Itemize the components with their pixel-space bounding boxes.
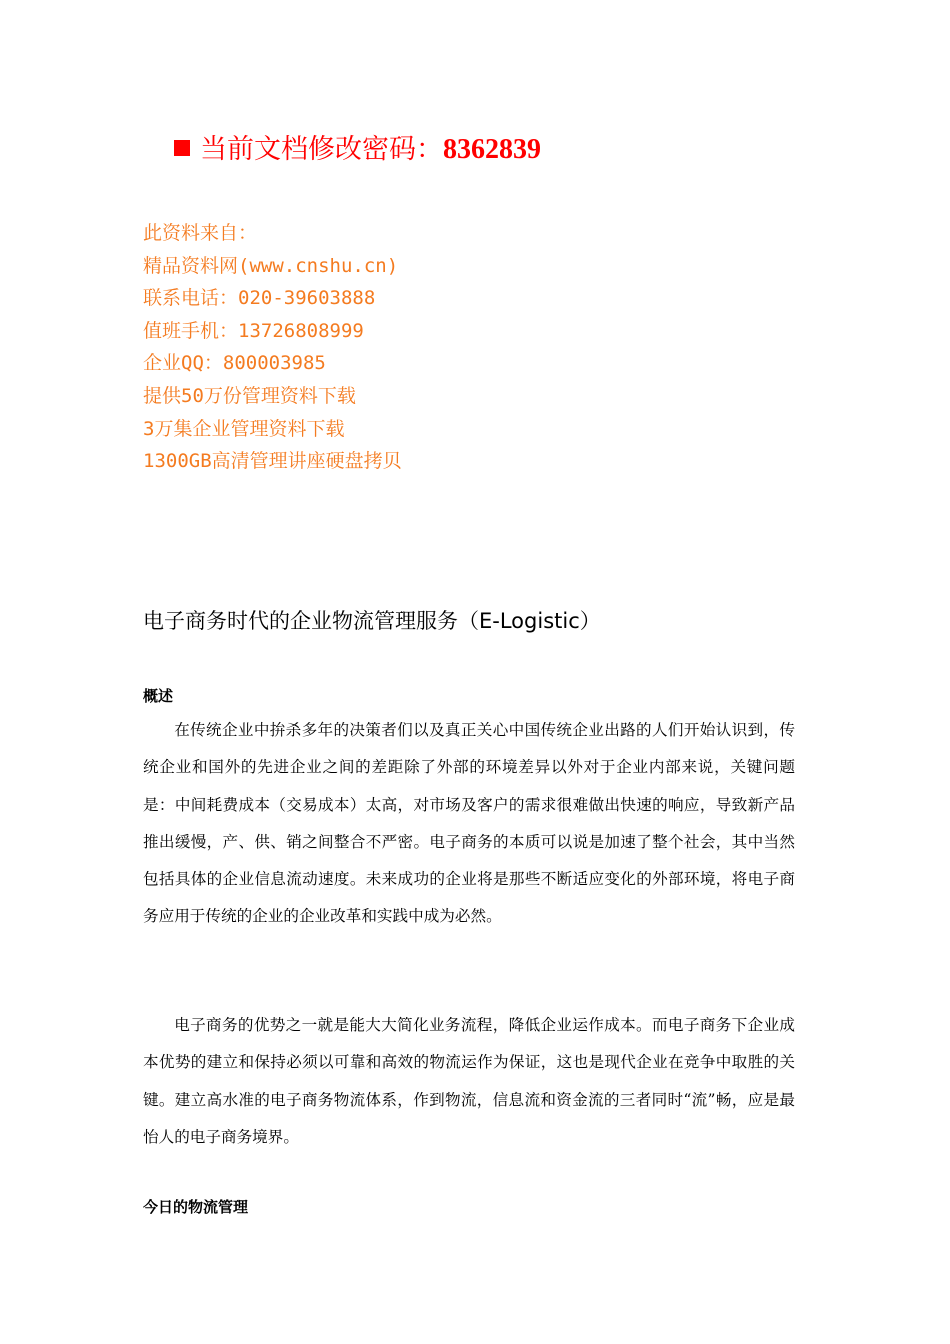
source-line: 提供50万份管理资料下载 <box>143 384 356 407</box>
section-heading-overview: 概述 <box>143 687 174 705</box>
source-line: 3万集企业管理资料下载 <box>143 417 345 440</box>
source-line: 值班手机：13726808999 <box>143 319 364 342</box>
section-heading-logistics-today: 今日的物流管理 <box>143 1198 249 1216</box>
source-line: 1300GB高清管理讲座硬盘拷贝 <box>143 450 402 473</box>
source-line: 联系电话：020-39603888 <box>143 287 376 310</box>
paragraph-overview-1: 在传统企业中拚杀多年的决策者们以及真正关心中国传统企业出路的人们开始认识到，传统企业和国外的先进企业之间的差距除了外部的环境差异以外对于企业内部来说，关键问题是：中间耗费成本（交易成本）太高，对市场及客户的需求很难做出快速的响应，导致新产品推出缓慢，产、供、销之间整合不严密。电子商务的本质可以说是加速了整个社会，其中当然包括具体的企业信息流动速度。未来成功的企业将是那些不断适应变化的外部环境，将电子商务应用于传统的企业的企业改革和实践中成为必然。 <box>143 721 795 926</box>
source-line: 企业QQ：800003985 <box>143 352 326 375</box>
source-info-block <box>143 217 402 478</box>
password-notice <box>174 130 541 170</box>
document-title: 电子商务时代的企业物流管理服务（E-Logistic） <box>143 609 601 633</box>
source-line: 此资料来自： <box>143 222 258 244</box>
square-bullet-icon <box>174 140 190 156</box>
source-line: 精品资料网(www.cnshu.cn) <box>143 254 399 277</box>
password-code: 8362839 <box>443 134 541 165</box>
password-label: 当前文档修改密码： <box>200 134 443 165</box>
paragraph-overview-2: 电子商务的优势之一就是能大大简化业务流程，降低企业运作成本。而电子商务下企业成本优势的建立和保持必须以可靠和高效的物流运作为保证，这也是现代企业在竞争中取胜的关键。建立高水准的电子商务物流体系，作到物流，信息流和资金流的三者同时“流”畅，应是最怡人的电子商务境界。 <box>143 1016 795 1146</box>
